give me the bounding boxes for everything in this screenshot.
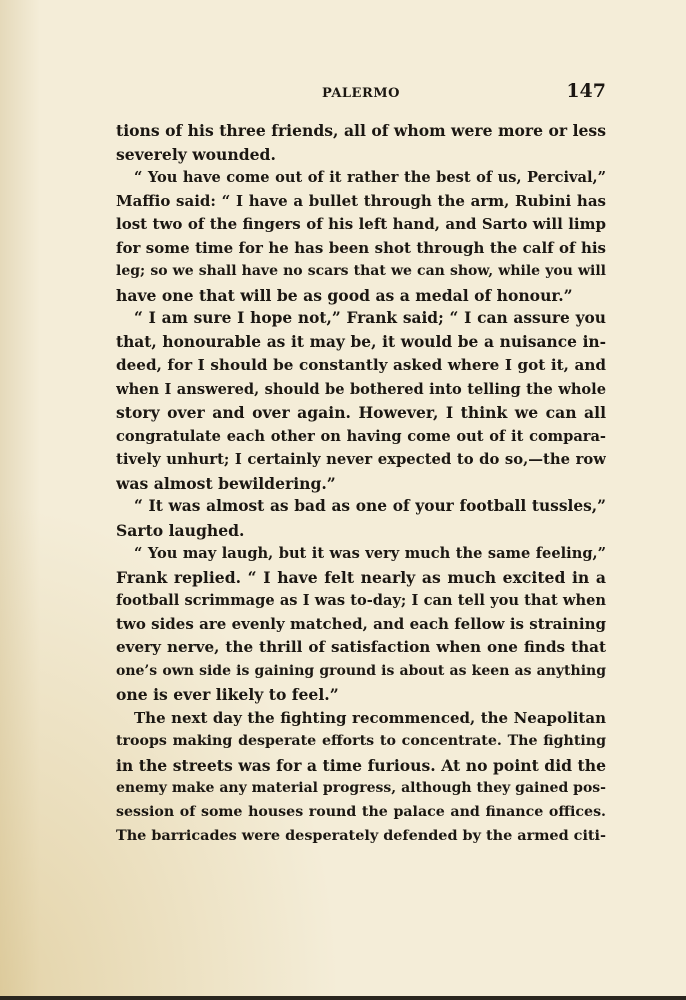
text-line: two sides are evenly matched, and each fellow is straining: [116, 614, 606, 633]
text-line: lost two of the fingers of his left hand, and Sarto will limp: [116, 215, 606, 233]
text-line: Maffio said: “ I have a bullet through the arm, Rubini has: [116, 191, 606, 210]
text-line: that, honourable as it may be, it would be a nuisance in-: [116, 332, 606, 351]
text-line: session of some houses round the palace and finance offices.: [116, 803, 606, 820]
text-line: was almost bewildering.”: [116, 473, 336, 493]
text-line: every nerve, the thrill of satisfaction when one finds that: [116, 638, 606, 656]
text-line: The next day the fighting recommenced, the Neapolitan: [134, 708, 606, 727]
text-line: in the streets was for a time furious. At no point did the: [116, 755, 606, 775]
text-line: for some time for he has been shot through the calf of his: [116, 238, 606, 257]
running-head: PALERMO: [322, 86, 400, 101]
page-number: 147: [566, 80, 606, 102]
text-line: troops making desperate efforts to concentrate. The fighting: [116, 733, 606, 749]
text-line: football scrimmage as I was to-day; I can tell you that when: [116, 592, 606, 609]
body-text: [116, 119, 606, 848]
text-line: severely wounded.: [116, 144, 276, 164]
text-line: tively unhurt; I certainly never expected to do so,—the row: [116, 451, 606, 468]
text-line: tions of his three friends, all of whom were more or less: [116, 121, 606, 140]
text-line: story over and over again. However, I think we can all: [116, 403, 606, 422]
text-line: Frank replied. “ I have felt nearly as much excited in a: [116, 567, 606, 587]
text-line: one’s own side is gaining ground is about as keen as anything: [116, 662, 606, 679]
text-line: one is ever likely to feel.”: [116, 685, 339, 704]
text-line: “ It was almost as bad as one of your football tussles,”: [134, 497, 606, 515]
text-line: enemy make any material progress, although they gained pos-: [116, 780, 606, 796]
text-line: “ You have come out of it rather the best of us, Percival,”: [134, 169, 606, 186]
text-line: when I answered, should be bothered into telling the whole: [116, 380, 606, 398]
text-line: have one that will be as good as a medal of honour.”: [116, 285, 573, 305]
text-line: “ You may laugh, but it was very much the same feeling,”: [134, 545, 606, 562]
text-line: Sarto laughed.: [116, 520, 245, 540]
text-line: The barricades were desperately defended by the armed citi-: [116, 827, 606, 844]
page-header: [116, 80, 606, 104]
text-line: deed, for I should be constantly asked where I got it, and: [116, 356, 606, 374]
text-line: “ I am sure I hope not,” Frank said; “ I can assure you: [134, 309, 606, 327]
page-bottom-edge: [0, 996, 686, 1000]
text-line: leg; so we shall have no scars that we can show, while you will: [116, 263, 606, 279]
text-line: congratulate each other on having come out of it compara-: [116, 427, 606, 445]
